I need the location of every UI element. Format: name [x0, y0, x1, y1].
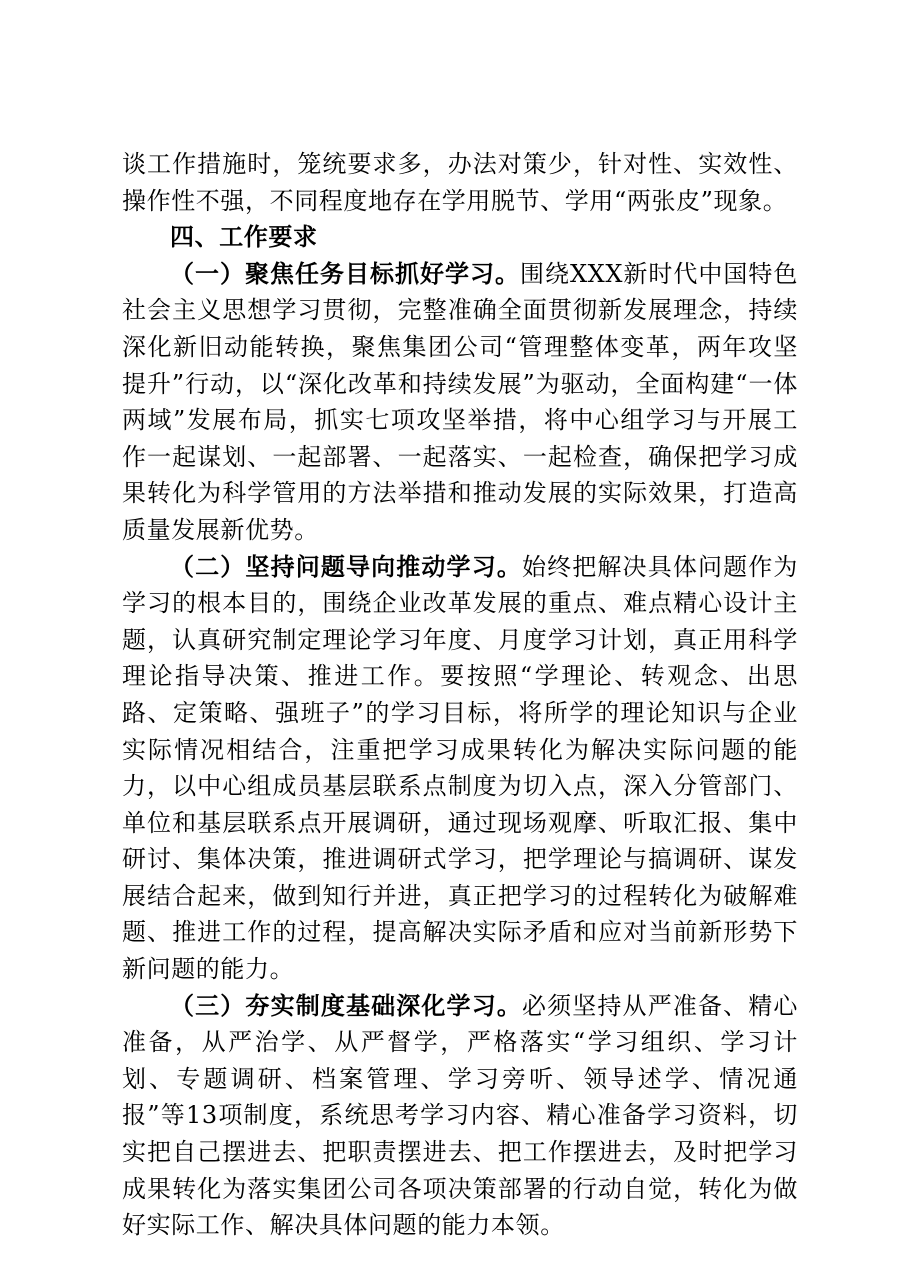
paragraph-1-lead: （一）聚焦任务目标抓好学习。 — [170, 259, 520, 288]
document-body — [122, 146, 798, 1244]
paragraph-2 — [122, 549, 798, 988]
paragraph-continued: 谈工作措施时，笼统要求多，办法对策少，针对性、实效性、操作性不强，不同程度地存在学用脱节、学用“两张皮”现象。 — [122, 150, 798, 215]
section-heading: 四、工作要求 — [170, 223, 318, 252]
paragraph-2-body: 始终把解决具体问题作为学习的根本目的，围绕企业改革发展的重点、难点精心设计主题，认真研究制定理论学习年度、月度学习计划，真正用科学理论指导决策、推进工作。要按照“学理论、转观念、出思路、定策略、强班子”的学习目标，将所学的理论知识与企业实际情况相结合，注重把学习成果转化为解决实际问题的能力，以中心组成员基层联系点制度为切入点，深入分管部门、单位和基层联系点开展调研，通过现场观摩、听取汇报、集中研讨、集体决策，推进调研式学习，把学理论与搞调研、谋发展结合起来，做到知行并进，真正把学习的过程转化为破解难题、推进工作的过程，提高解决实际矛盾和应对当前新形势下新问题的能力。 — [122, 552, 798, 984]
paragraph-3-body: 必须坚持从严准备、精心准备，从严治学、从严督学，严格落实“学习组织、学习计划、专题调研、档案管理、学习旁听、领导述学、情况通报”等13项制度，系统思考学习内容、精心准备学习资料，切实把自己摆进去、把职责摆进去、把工作摆进去，及时把学习成果转化为落实集团公司各项决策部署的行动自觉，转化为做好实际工作、解决具体问题的能力本领。 — [122, 991, 798, 1240]
paragraph-1-body: 围绕XXX新时代中国特色社会主义思想学习贯彻，完整准确全面贯彻新发展理念，持续深化新旧动能转换，聚焦集团公司“管理整体变革，两年攻坚提升”行动，以“深化改革和持续发展”为驱动，全面构建“一体两域”发展布局，抓实七项攻坚举措，将中心组学习与开展工作一起谋划、一起部署、一起落实、一起检查，确保把学习成果转化为科学管用的方法举措和推动发展的实际效果，打造高质量发展新优势。 — [122, 259, 798, 544]
paragraph-1 — [122, 256, 798, 549]
paragraph-3-lead: （三）夯实制度基础深化学习。 — [170, 991, 522, 1020]
paragraph-3 — [122, 988, 798, 1244]
paragraph-2-lead: （二）坚持问题导向推动学习。 — [170, 552, 522, 581]
